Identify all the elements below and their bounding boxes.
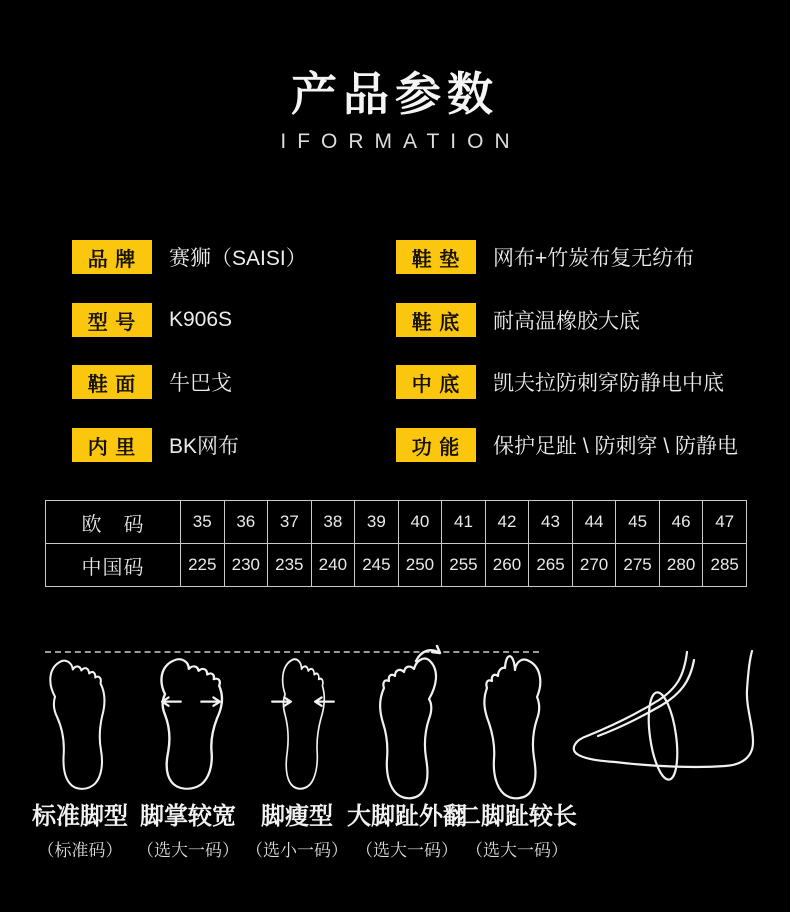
outsole-value: 耐高温橡胶大底 <box>493 310 640 333</box>
foot-side-profile-icon <box>566 648 781 803</box>
model-value: K906S <box>169 308 233 331</box>
spec-row-model <box>72 303 232 337</box>
eu-size-cell: 47 <box>703 501 747 544</box>
spec-row-brand <box>72 240 307 274</box>
spec-row-insole <box>396 240 694 274</box>
foot-label-bigtoe-out: 大脚趾外翻 （选大一码） <box>347 803 467 860</box>
cn-size-cell: 270 <box>572 544 616 587</box>
footprint-long-second-toe-icon <box>468 643 558 805</box>
eu-size-cell: 45 <box>616 501 660 544</box>
midsole-value: 凯夫拉防刺穿防静电中底 <box>493 372 724 395</box>
cn-size-cell: 250 <box>398 544 442 587</box>
foot-label-narrow: 脚瘦型 （选小一码） <box>246 803 348 860</box>
foot-label-long-second-toe: 二脚趾较长 （选大一码） <box>457 803 577 860</box>
function-tag: 功 能 <box>396 428 476 462</box>
cn-size-cell: 275 <box>616 544 660 587</box>
eu-size-cell: 37 <box>268 501 312 544</box>
lining-value: BK网布 <box>169 435 240 458</box>
eu-size-cell: 44 <box>572 501 616 544</box>
eu-size-cell: 43 <box>529 501 573 544</box>
brand-tag: 品 牌 <box>72 240 152 274</box>
upper-value: 牛巴戈 <box>169 372 232 395</box>
eu-size-cell: 42 <box>485 501 529 544</box>
eu-size-cell: 46 <box>659 501 703 544</box>
cn-size-cell: 280 <box>659 544 703 587</box>
eu-size-cell: 38 <box>311 501 355 544</box>
cn-size-cell: 260 <box>485 544 529 587</box>
footprint-standard-icon <box>36 655 126 795</box>
eu-size-cell: 36 <box>224 501 268 544</box>
eu-size-cell: 39 <box>355 501 399 544</box>
size-table-row-cn <box>46 544 747 587</box>
size-table <box>45 500 747 587</box>
spec-row-outsole <box>396 303 640 337</box>
footprint-wide-icon <box>146 655 236 795</box>
cn-size-cell: 285 <box>703 544 747 587</box>
brand-value: 赛狮（SAISI） <box>169 247 307 270</box>
lining-tag: 内 里 <box>72 428 152 462</box>
spec-row-midsole <box>396 365 724 399</box>
eu-size-cell: 35 <box>181 501 225 544</box>
cn-size-header: 中国码 <box>46 544 181 587</box>
cn-size-cell: 235 <box>268 544 312 587</box>
eu-size-header: 欧 码 <box>46 501 181 544</box>
cn-size-cell: 245 <box>355 544 399 587</box>
cn-size-cell: 225 <box>181 544 225 587</box>
foot-type-guide <box>0 620 790 912</box>
eu-size-cell: 40 <box>398 501 442 544</box>
foot-label-standard: 标准脚型 （标准码） <box>32 803 128 860</box>
foot-label-wide: 脚掌较宽 （选大一码） <box>137 803 239 860</box>
cn-size-cell: 265 <box>529 544 573 587</box>
footprint-narrow-icon <box>258 655 348 795</box>
function-value: 保护足趾 \ 防刺穿 \ 防静电 <box>493 435 739 458</box>
size-table-row-eu <box>46 501 747 544</box>
cn-size-cell: 240 <box>311 544 355 587</box>
spec-row-function <box>396 428 738 462</box>
cn-size-cell: 230 <box>224 544 268 587</box>
page-subtitle: IFORMATION <box>280 130 521 153</box>
toe-reference-dashed-line <box>45 651 539 653</box>
spec-row-upper <box>72 365 232 399</box>
insole-tag: 鞋 垫 <box>396 240 476 274</box>
spec-row-lining <box>72 428 239 462</box>
outsole-tag: 鞋 底 <box>396 303 476 337</box>
model-tag: 型 号 <box>72 303 152 337</box>
midsole-tag: 中 底 <box>396 365 476 399</box>
cn-size-cell: 255 <box>442 544 486 587</box>
eu-size-cell: 41 <box>442 501 486 544</box>
width-outward-arrows-icon <box>162 697 220 705</box>
page-title: 产品参数 <box>291 68 499 120</box>
insole-value: 网布+竹炭布复无纺布 <box>493 247 695 270</box>
footprint-bigtoe-out-icon <box>360 643 450 805</box>
upper-tag: 鞋 面 <box>72 365 152 399</box>
